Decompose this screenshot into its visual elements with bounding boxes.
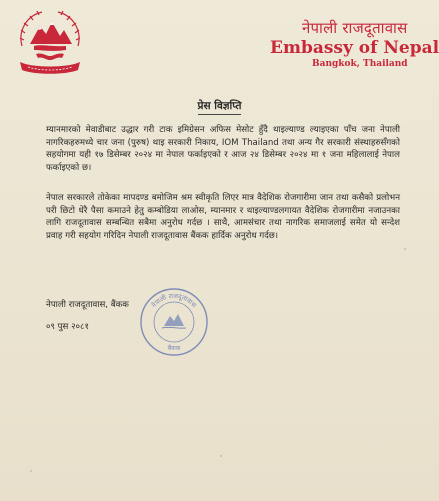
embassy-name-english: Embassy of Nepal: [270, 38, 439, 58]
embassy-name-nepali: नेपाली राजदूतावास: [302, 19, 408, 37]
document-title-text: प्रेस विज्ञप्ति: [198, 99, 242, 115]
stamp-bottom-text: बैंकक: [167, 345, 181, 352]
signature-date: ०९ पुस २०८१: [46, 322, 89, 332]
paragraph-2: नेपाल सरकारले तोकेका मापदण्ड बमोजिम श्रम स्वीकृति लिएर मात्र वैदेशिक रोजगारीमा जान तथा कसैको प्रलोभन परी छिटो धेरै पैसा कमाउने हेतु कम्बोडिया लाओस, म्यानमार र थाइल्याण्डलगायत वैदेशिक रोजगारीमा नजाउनका लागि राजदूतावास सम्बन्धित सबैमा अनुरोध गर्दछ । साथै, आमसंचार तथा नागरिक समाजलाई समेत यो सन्देश प्रवाह गरी सहयोग गरिदिन नेपाली राजदूतावास बैंकक हार्दिक अनुरोध गर्दछ।: [46, 193, 400, 241]
embassy-location: Bangkok, Thailand: [312, 59, 408, 69]
paper-speck: [30, 470, 32, 472]
paper-speck: [404, 248, 406, 250]
paragraph-1: म्यानमारको मेवाडीबाट उद्धार गरी टाक इमिग्रेसन अफिस मेसोट हुँदै थाइल्याण्ड ल्याइएका पाँच जना नेपाली नागरिकहरुमध्ये चार जना (पुरुष) थाइ सरकारी निकाय, IOM Thailand तथा अन्य गैर सरकारी संस्थाहरुसँगको सहयोगमा यही १७ डिसेम्बर २०२४ मा नेपाल फर्काइएको र आज २४ डिसेम्बर २०२४ मा १ जना महिलालाई नेपाल फर्काइएको छ।: [46, 125, 400, 173]
nepal-coat-of-arms-icon: [12, 6, 88, 78]
embassy-seal-stamp-icon: [138, 286, 210, 358]
signature-office: नेपाली राजदूतावास, बैंकक: [46, 300, 129, 310]
document-title: [0, 99, 439, 115]
stamp-top-text: नेपाली राजदूतावास: [149, 291, 198, 310]
paper-speck: [220, 455, 222, 457]
